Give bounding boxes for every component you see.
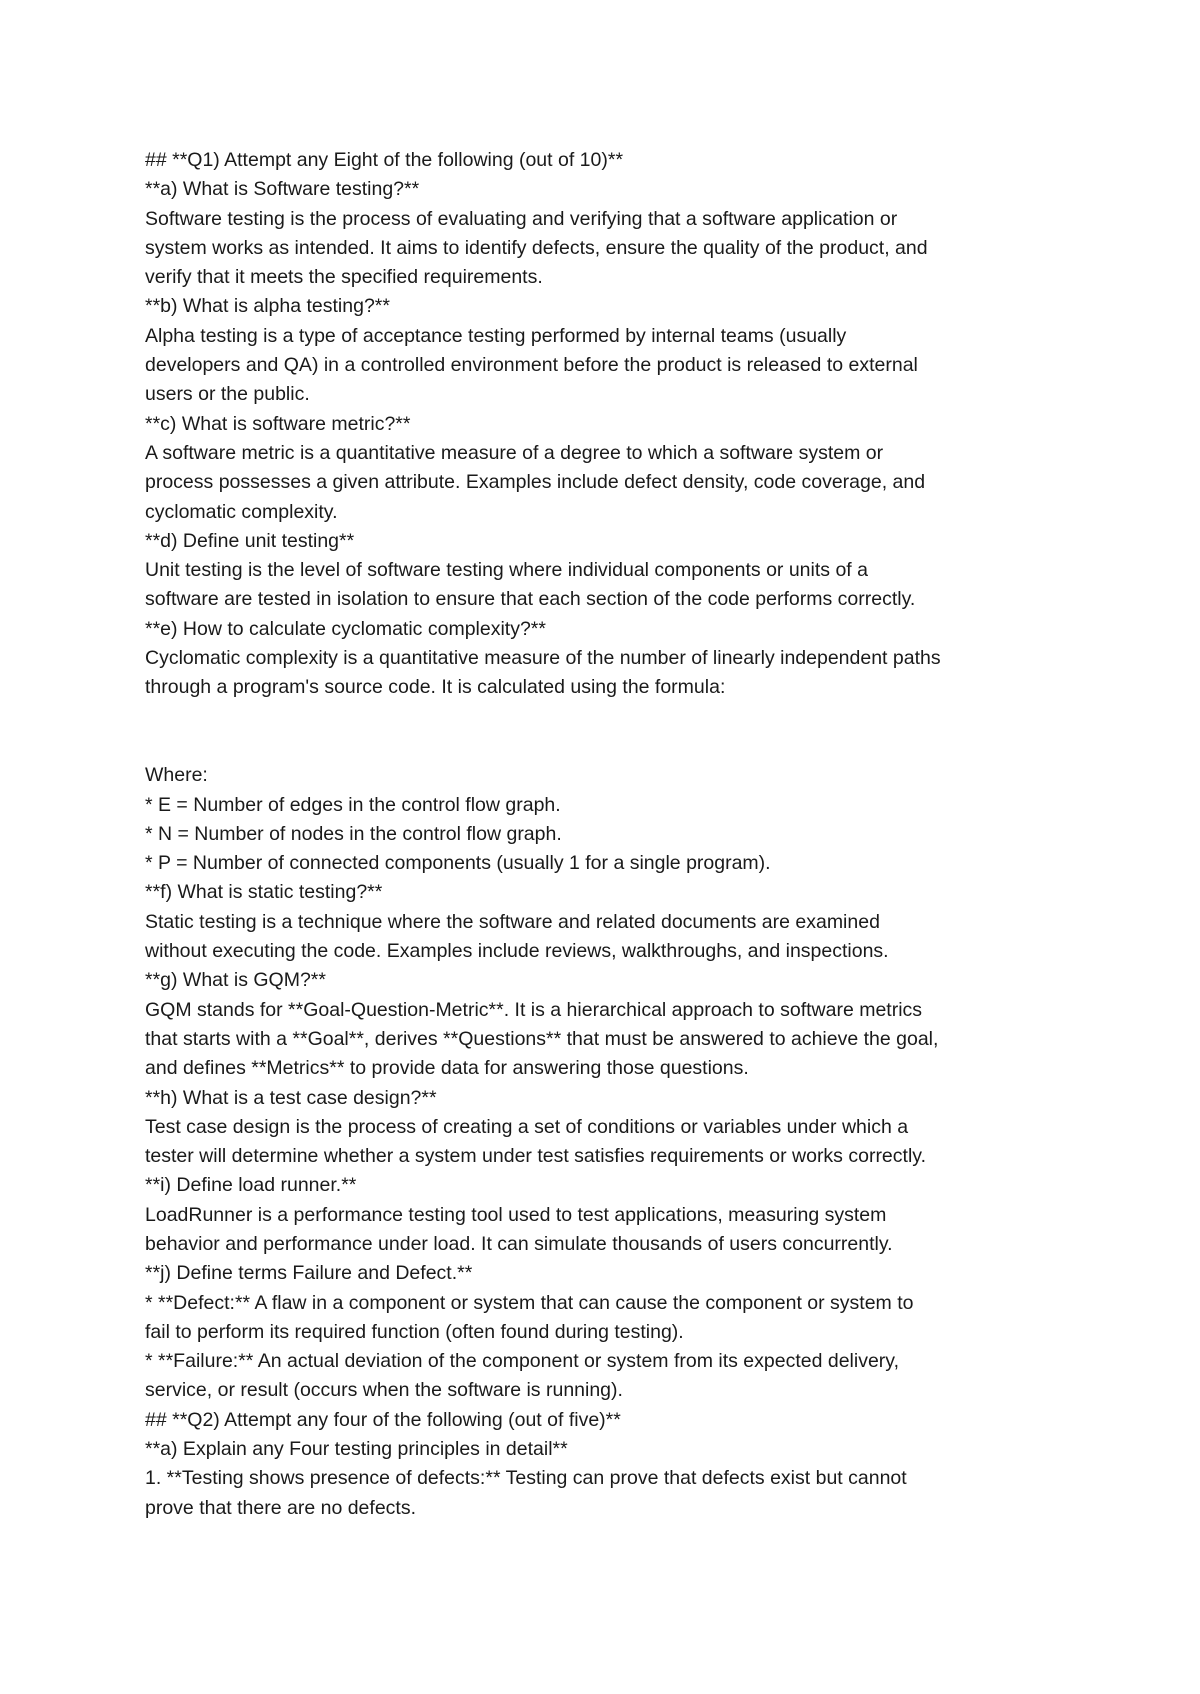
text-line: verify that it meets the specified requirements. [145,266,543,289]
text-line: and defines **Metrics** to provide data for answering those questions. [145,1057,749,1080]
text-line: * N = Number of nodes in the control flow graph. [145,822,562,845]
text-line: software are tested in isolation to ensure that each section of the code performs correctly. [145,588,916,611]
text-line: * P = Number of connected components (usually 1 for a single program). [145,852,771,875]
text-line: **g) What is GQM?** [145,969,326,992]
document-body [145,146,1075,1523]
text-line: process possesses a given attribute. Examples include defect density, code coverage, and [145,471,926,494]
text-line: ## **Q1) Attempt any Eight of the following (out of 10)** [145,149,624,171]
text-line: Software testing is the process of evaluating and verifying that a software application or [145,207,898,230]
text-line: **f) What is static testing?** [145,881,383,904]
text-line: system works as intended. It aims to identify defects, ensure the quality of the product, and [145,236,928,259]
blank-formula-gap [145,703,1075,762]
text-line: **h) What is a test case design?** [145,1086,437,1109]
text-line: **j) Define terms Failure and Defect.** [145,1262,473,1285]
text-line: Unit testing is the level of software testing where individual components or units of a [145,559,868,582]
text-line: **i) Define load runner.** [145,1174,357,1197]
text-block-part1 [145,146,1075,703]
text-line: that starts with a **Goal**, derives **Questions** that must be answered to achieve the goal, [145,1027,939,1050]
text-line: through a program's source code. It is calculated using the formula: [145,676,726,699]
text-block-part2 [145,761,1075,1523]
text-line: 1. **Testing shows presence of defects:** Testing can prove that defects exist but cannot [145,1467,907,1490]
text-line: tester will determine whether a system under test satisfies requirements or works correctly. [145,1145,926,1168]
text-line: Cyclomatic complexity is a quantitative measure of the number of linearly independent paths [145,647,941,670]
text-line: developers and QA) in a controlled environment before the product is released to external [145,354,918,377]
text-line: GQM stands for **Goal-Question-Metric**. It is a hierarchical approach to software metrics [145,998,923,1021]
text-line: **a) Explain any Four testing principles in detail** [145,1438,568,1461]
text-line: * **Failure:** An actual deviation of the component or system from its expected delivery, [145,1350,900,1373]
text-line: Test case design is the process of creating a set of conditions or variables under which a [145,1115,909,1138]
text-line: Where: [145,764,208,787]
text-line: * E = Number of edges in the control flow graph. [145,793,561,816]
text-line: LoadRunner is a performance testing tool used to test applications, measuring system [145,1203,887,1226]
text-line: ## **Q2) Attempt any four of the following (out of five)** [145,1408,621,1431]
text-line: Static testing is a technique where the software and related documents are examined [145,910,880,933]
text-line: **d) Define unit testing** [145,529,355,552]
text-line: behavior and performance under load. It can simulate thousands of users concurrently. [145,1232,893,1255]
text-line: fail to perform its required function (often found during testing). [145,1320,684,1343]
text-line: prove that there are no defects. [145,1496,417,1519]
text-line: * **Defect:** A flaw in a component or system that can cause the component or system to [145,1291,914,1314]
text-line: without executing the code. Examples include reviews, walkthroughs, and inspections. [145,940,889,963]
text-line: **c) What is software metric?** [145,412,411,435]
text-line: Alpha testing is a type of acceptance testing performed by internal teams (usually [145,324,847,347]
text-line: service, or result (occurs when the software is running). [145,1379,623,1402]
text-line: cyclomatic complexity. [145,500,338,523]
text-line: **e) How to calculate cyclomatic complexity?** [145,617,546,640]
text-line: **b) What is alpha testing?** [145,295,390,318]
text-line: users or the public. [145,383,310,406]
text-line: A software metric is a quantitative measure of a degree to which a software system or [145,441,884,464]
text-line: **a) What is Software testing?** [145,178,420,201]
